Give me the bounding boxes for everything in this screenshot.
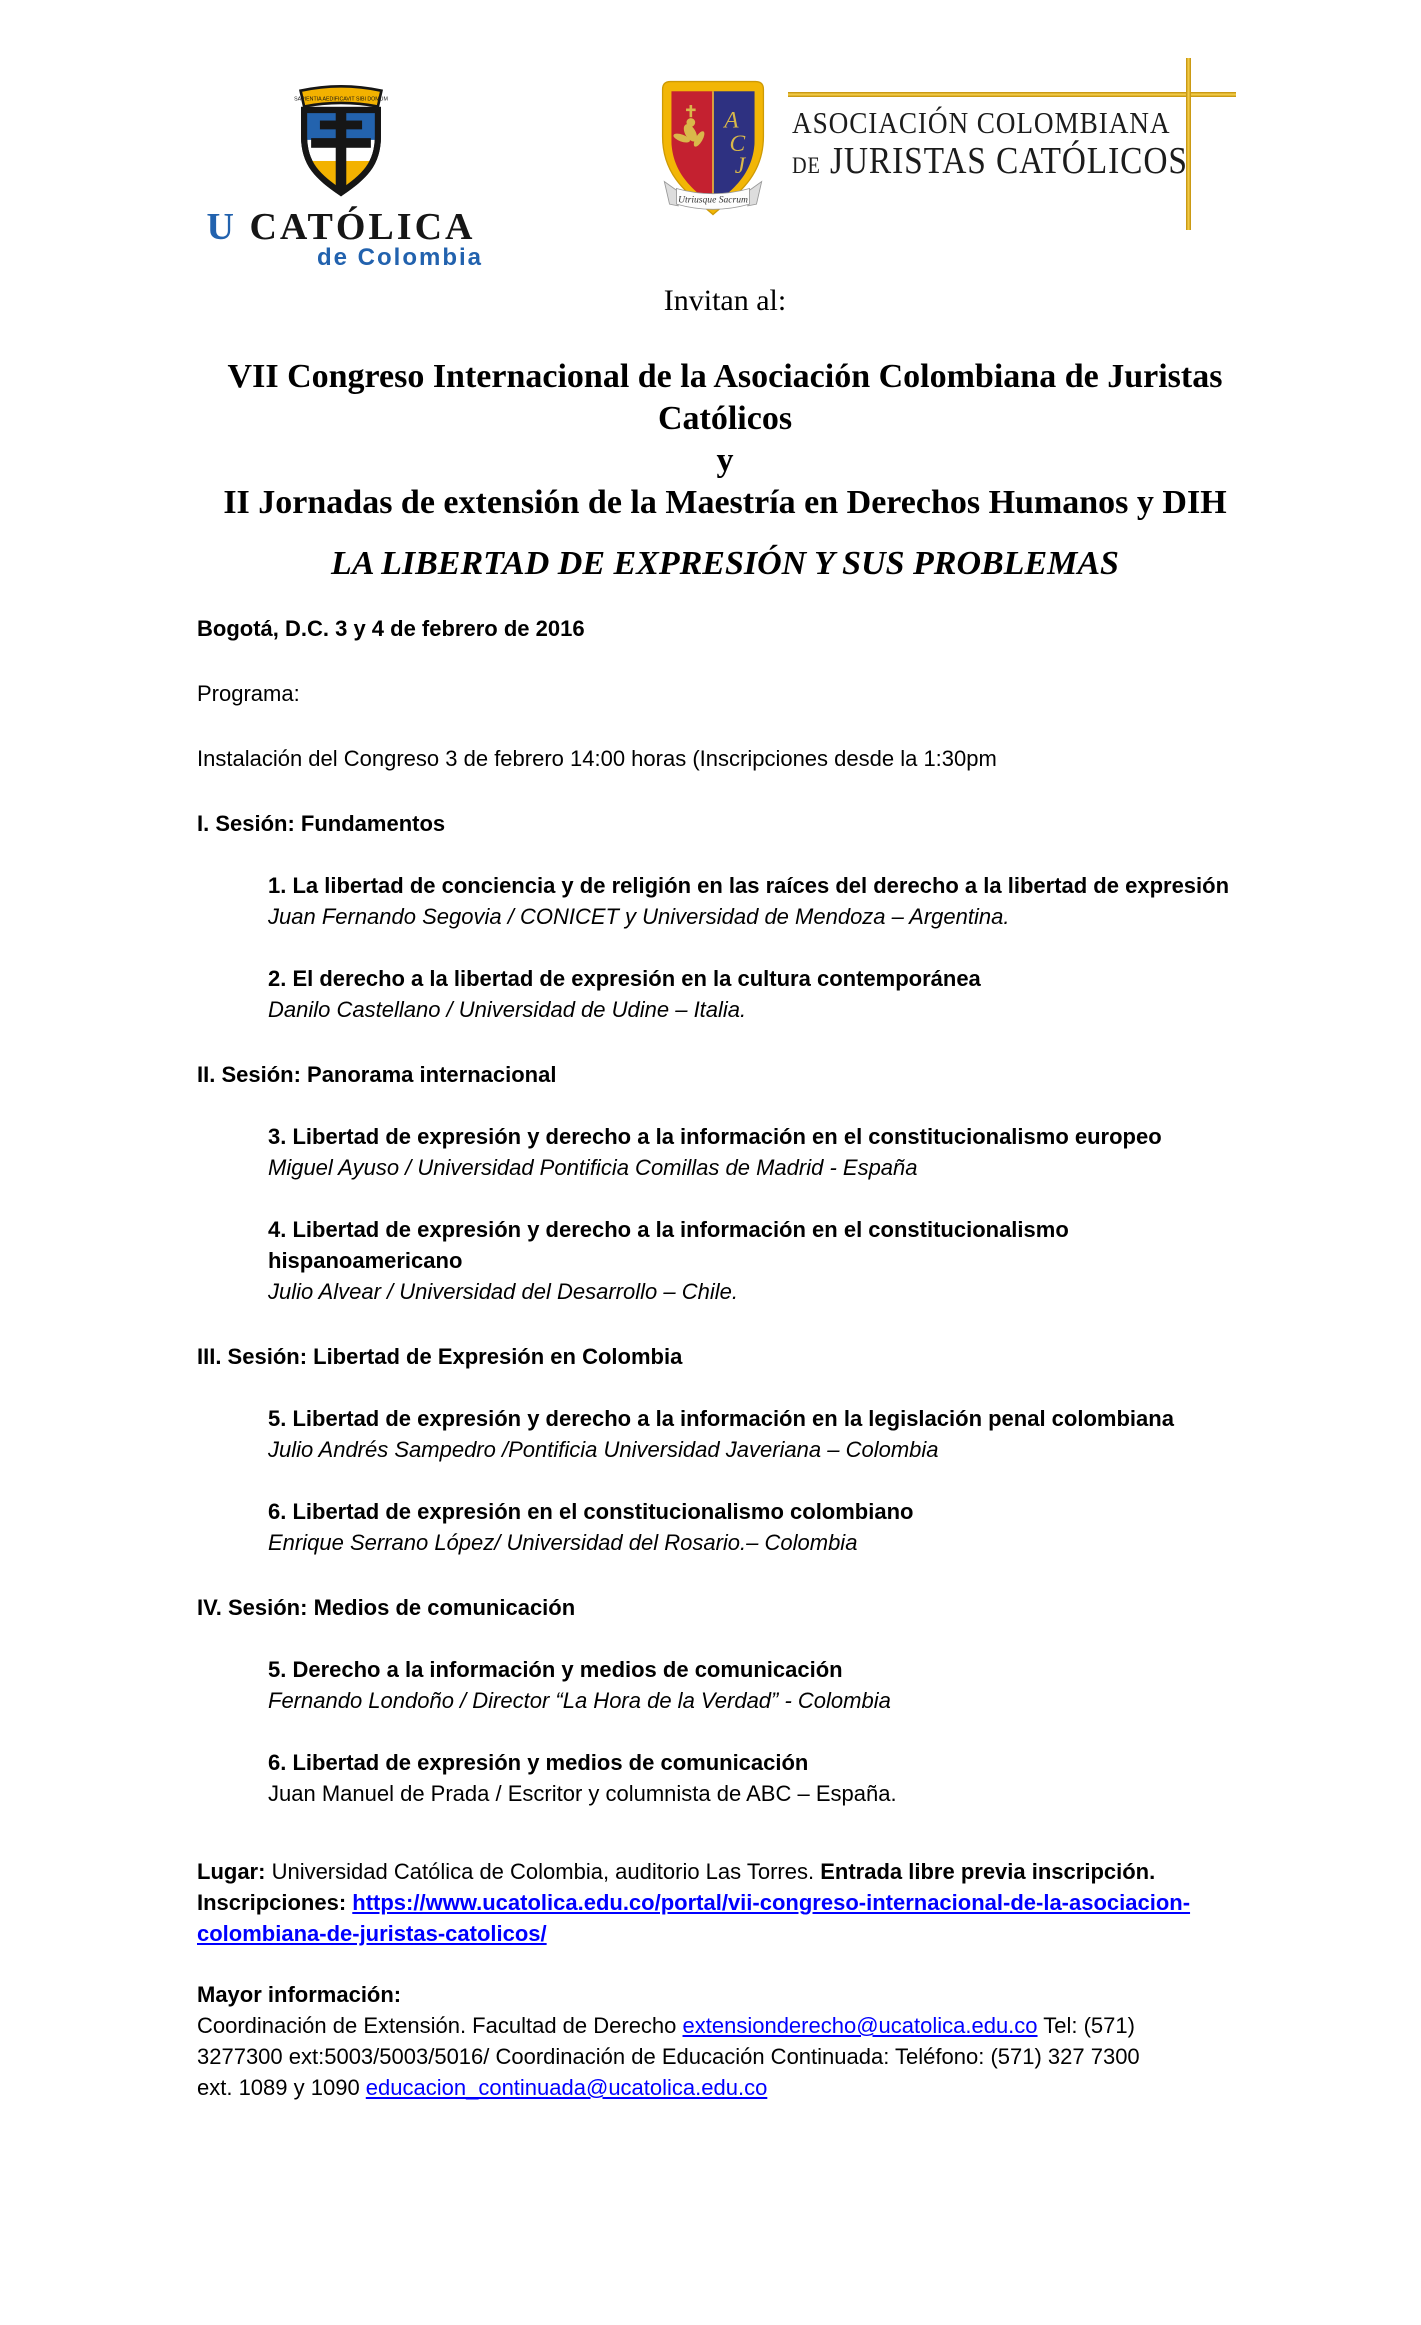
talk-title: 5. Derecho a la información y medios de comunicación	[268, 1657, 843, 1682]
jornadas-title: II Jornadas de extensión de la Maestría en Derechos Humanos y DIH	[223, 484, 1227, 521]
info-line2: 3277300 ext:5003/5003/5016/ Coordinación de Educación Continuada: Teléfono: (571) 327 7300	[197, 2044, 1140, 2069]
talk-speaker: Julio Andrés Sampedro /Pontificia Universidad Javeriana – Colombia	[268, 1437, 939, 1462]
lugar-bold-note: Entrada libre previa inscripción.	[820, 1859, 1156, 1884]
inscription-line	[197, 1887, 1253, 1949]
program-label: Programa:	[197, 681, 300, 706]
talk-speaker: Juan Fernando Segovia / CONICET y Universidad de Mendoza – Argentina.	[268, 904, 1010, 929]
talk-item	[268, 963, 1253, 1025]
session-4-header: IV. Sesión: Medios de comunicación	[197, 1595, 576, 1620]
lugar-text: Universidad Católica de Colombia, auditorio Las Torres.	[265, 1859, 821, 1884]
registration-url-line2[interactable]: colombiana-de-juristas-catolicos/	[197, 1921, 547, 1946]
venue-line	[197, 1856, 1253, 1887]
info-line1-tail: Tel: (571)	[1037, 2013, 1135, 2038]
info-line1-text: Coordinación de Extensión. Facultad de Derecho	[197, 2013, 683, 2038]
svg-text:J: J	[734, 152, 746, 179]
info-line1	[197, 2010, 1253, 2041]
info-line3-text: ext. 1089 y 1090	[197, 2075, 366, 2100]
date-location: Bogotá, D.C. 3 y 4 de febrero de 2016	[197, 616, 585, 641]
lugar-label: Lugar:	[197, 1859, 266, 1884]
talk-item	[268, 1121, 1253, 1183]
talk-title: 4. Libertad de expresión y derecho a la información en el constitucionalismo hispanoamericano	[268, 1217, 1069, 1273]
ucatolica-tagline: de Colombia	[316, 244, 483, 271]
session-2-header: II. Sesión: Panorama internacional	[197, 1062, 557, 1087]
svg-text:C: C	[729, 131, 746, 158]
talk-speaker: Julio Alvear / Universidad del Desarrollo – Chile.	[268, 1279, 738, 1304]
registration-url-line1[interactable]: https://www.ucatolica.edu.co/portal/vii-congreso-internacional-de-la-asociacion-	[352, 1890, 1191, 1915]
talk-item	[268, 1403, 1253, 1465]
intro-line: Invitan al:	[663, 284, 787, 317]
installation-line: Instalación del Congreso 3 de febrero 14:00 horas (Inscripciones desde la 1:30pm	[197, 746, 997, 771]
talk-title: 5. Libertad de expresión y derecho a la información en la legislación penal colombiana	[268, 1406, 1174, 1431]
info-heading: Mayor información:	[197, 1982, 402, 2007]
talk-title: 6. Libertad de expresión en el constitucionalismo colombiano	[268, 1499, 914, 1524]
talk-title: 3. Libertad de expresión y derecho a la información en el constitucionalismo europeo	[268, 1124, 1162, 1149]
svg-text:A: A	[724, 107, 739, 134]
event-subtitle: LA LIBERTAD DE EXPRESIÓN Y SUS PROBLEMAS	[331, 545, 1119, 582]
talk-speaker: Miguel Ayuso / Universidad Pontificia Comillas de Madrid - España	[268, 1155, 918, 1180]
title-connector: y	[716, 442, 734, 479]
talk-title: 1. La libertad de conciencia y de religión en las raíces del derecho a la libertad de expresión	[268, 873, 1230, 898]
talk-title: 2. El derecho a la libertad de expresión en la cultura contemporánea	[268, 966, 981, 991]
acj-name-de: DE	[792, 153, 821, 178]
acj-ribbon-motto: Utriusque Sacrum	[678, 194, 748, 206]
talk-speaker: Danilo Castellano / Universidad de Udine – Italia.	[268, 997, 747, 1022]
inscripciones-label: Inscripciones:	[197, 1890, 353, 1915]
venue-block	[197, 1856, 1253, 1949]
extension-email-link[interactable]: extensionderecho@ucatolica.edu.co	[682, 2013, 1038, 2038]
title-block	[197, 356, 1253, 524]
acj-name-line1: ASOCIACIÓN COLOMBIANA	[792, 105, 1171, 140]
ucatolica-motto-text: SAPIENTIA AEDIFICAVIT SIBI DOMUM	[294, 96, 388, 103]
talk-title: 6. Libertad de expresión y medios de comunicación	[268, 1750, 809, 1775]
talk-item	[268, 870, 1253, 932]
document-body	[197, 0, 1253, 2103]
session-1-header: I. Sesión: Fundamentos	[197, 811, 446, 836]
talk-item	[268, 1496, 1253, 1558]
acj-name-juristas: JURISTAS CATÓLICOS	[829, 140, 1188, 182]
talk-item	[268, 1654, 1253, 1716]
talk-speaker: Enrique Serrano López/ Universidad del Rosario.– Colombia	[268, 1530, 858, 1555]
talk-item	[268, 1214, 1253, 1307]
talk-item	[268, 1747, 1253, 1809]
info-line3	[197, 2072, 1253, 2103]
ucatolica-wordmark-name: CATÓLICA	[249, 206, 476, 248]
ucatolica-wordmark-u: U	[206, 206, 237, 248]
talk-speaker: Fernando Londoño / Director “La Hora de la Verdad” - Colombia	[268, 1688, 891, 1713]
congress-title: VII Congreso Internacional de la Asociación Colombiana de Juristas Católicos	[227, 358, 1223, 437]
talk-speaker: Juan Manuel de Prada / Escritor y columnista de ABC – España.	[268, 1781, 897, 1806]
continuada-email-link[interactable]: educacion_continuada@ucatolica.edu.co	[365, 2075, 768, 2100]
info-block	[197, 1979, 1253, 2103]
session-3-header: III. Sesión: Libertad de Expresión en Colombia	[197, 1344, 683, 1369]
